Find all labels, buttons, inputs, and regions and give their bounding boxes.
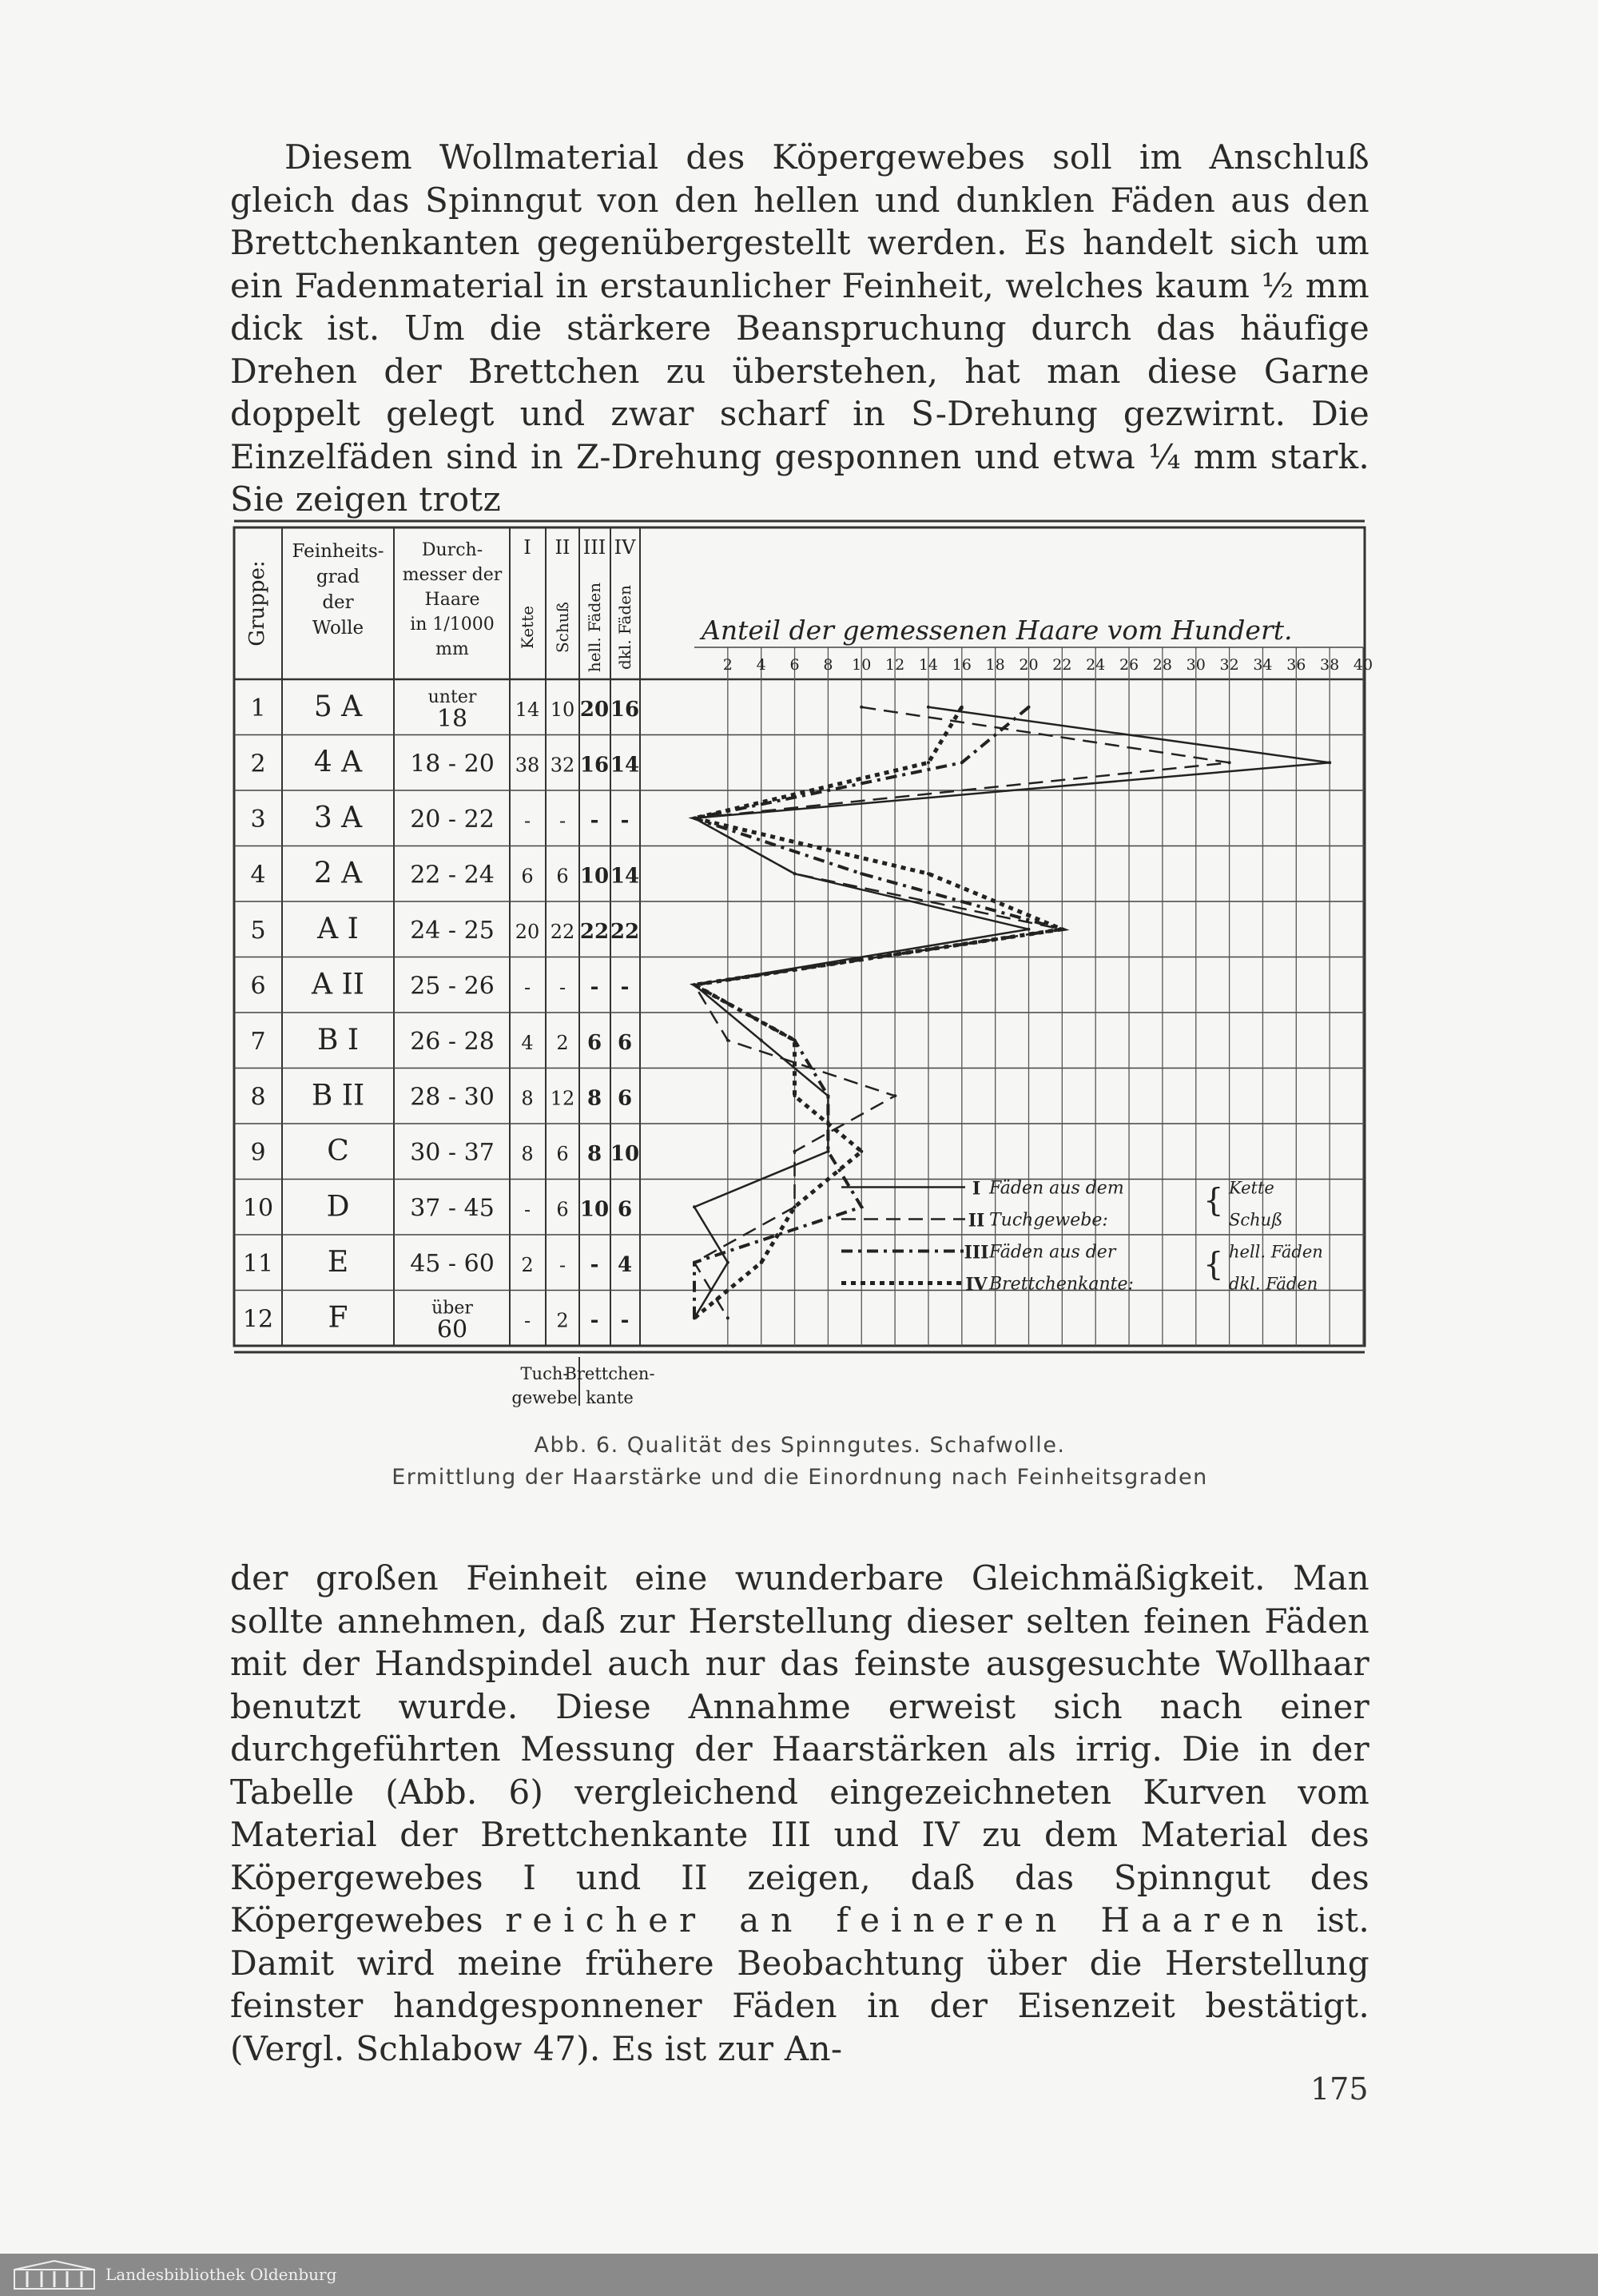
header-feinheit: grad xyxy=(316,567,360,587)
legend-roman: III xyxy=(964,1242,989,1263)
table-cell: 6 xyxy=(617,1030,633,1055)
series-point xyxy=(793,1150,797,1153)
table-cell: 6 xyxy=(586,1030,602,1055)
table-cell: 14 xyxy=(610,864,640,889)
table-cell: - xyxy=(559,976,566,999)
chart-legend xyxy=(841,1179,1323,1295)
legend-text: Tuchgewebe: xyxy=(989,1210,1108,1231)
table-cell: A II xyxy=(312,968,364,1001)
table-cell: E xyxy=(327,1245,349,1279)
table-cell: 8 xyxy=(250,1083,266,1112)
table-cell: - xyxy=(590,1308,599,1333)
x-tick-label: 20 xyxy=(1019,656,1039,674)
table-cell: 14 xyxy=(610,753,640,778)
figure-caption-line1: Abb. 6. Qualität des Spinngutes. Schafwolle. xyxy=(534,1433,1066,1458)
table-cell: 10 xyxy=(550,698,575,721)
paragraph-top-text: Diesem Wollmaterial des Köpergewebes soll im Anschluß gleich das Spinngut von den hellen und dunklen Fäden aus den Brettchenkanten gegenübergestellt werden. Es handelt sich um ein Fadenmaterial in erstaunlicher Feinheit, welches kaum ½ mm dick ist. Um die stärkere Beanspruchung durch das häufige Drehen der Brettchen zu überstehen, hat man diese Garne doppelt gelegt und zwar scharf in S-Drehung gezwirnt. Die Einzelfäden sind in Z-Drehung gesponnen und etwa ¼ mm stark. Sie zeigen trotz xyxy=(230,137,1369,519)
table-cell: 18 - 20 xyxy=(410,750,495,778)
table-cell: - xyxy=(523,809,531,832)
table-cell: 8 xyxy=(521,1142,534,1165)
series-point xyxy=(927,872,930,875)
series-point xyxy=(760,1261,763,1264)
header-roman: IV xyxy=(614,536,636,559)
header-roman: I xyxy=(523,536,531,559)
table-cell: 22 xyxy=(610,919,640,944)
x-tick-label: 18 xyxy=(985,656,1005,674)
x-tick-label: 6 xyxy=(789,656,800,674)
legend-right: dkl. Fäden xyxy=(1229,1274,1318,1294)
table-cell: 6 xyxy=(556,1142,569,1165)
x-tick-label: 16 xyxy=(952,656,972,674)
table-cell: 22 xyxy=(579,919,610,944)
series-point xyxy=(826,1094,829,1097)
table-cell: 6 xyxy=(556,1198,569,1221)
table-cell: - xyxy=(620,808,630,833)
page-number: 175 xyxy=(1310,2071,1369,2107)
table-cell: 18 xyxy=(436,704,468,733)
table-cell: - xyxy=(620,975,630,1000)
table-cell: 38 xyxy=(515,754,540,777)
table-cell: 10 xyxy=(579,864,610,889)
table-cell: 2 xyxy=(250,750,266,778)
legend-roman: II xyxy=(968,1210,985,1232)
table-cell: 6 xyxy=(250,972,266,1001)
header-roman: II xyxy=(555,536,570,559)
series-point xyxy=(893,1094,896,1097)
series-point xyxy=(693,1316,696,1319)
table-cell: 20 xyxy=(579,697,610,722)
table-cell: 7 xyxy=(250,1027,266,1056)
series-point xyxy=(1228,761,1231,764)
table-cell: 6 xyxy=(617,1197,633,1222)
paragraph-bottom-emphasis: reicher an feineren Haaren xyxy=(505,1900,1295,1940)
header-roman: III xyxy=(582,536,606,559)
paragraph-bottom-before: der großen Feinheit eine wunderbare Gleichmäßigkeit. Man sollte annehmen, daß zur Herstellung dieser selten feinen Fäden mit der Handspindel auch nur das feinste ausgesuchte Wollhaar benutzt wurde. Diese Annahme erweist sich nach einer durchgeführten Messung der Haarstärken als irrig. Die in der Tabelle (Abb. 6) vergleichend eingezeichneten Kurven vom Material der Brettchenkante III und IV zu dem Material des Köpergewebes I und II zeigen, daß das Spinngut des Köpergewebes xyxy=(230,1558,1369,1940)
table-cell: C xyxy=(327,1134,349,1168)
header-durchmesser: Haare xyxy=(424,590,480,610)
table-cell: B I xyxy=(316,1023,360,1056)
table-cell: 12 xyxy=(242,1305,274,1334)
series-point xyxy=(726,1039,729,1042)
table-cell: 20 - 22 xyxy=(410,805,495,834)
series-point xyxy=(860,872,863,875)
table-cell: 4 xyxy=(250,861,266,889)
table-cell: 8 xyxy=(521,1087,534,1110)
table-cell: über xyxy=(431,1298,473,1319)
series-point xyxy=(960,761,964,764)
legend-text: Brettchenkante: xyxy=(989,1274,1134,1295)
series-point xyxy=(1060,928,1063,931)
series-point xyxy=(1028,706,1031,709)
series-point xyxy=(1028,928,1031,931)
table-cell: - xyxy=(523,1309,531,1332)
series-point xyxy=(860,706,863,709)
table-cell: 25 - 26 xyxy=(410,972,495,1001)
table-cell: 8 xyxy=(586,1086,602,1111)
table-cell: - xyxy=(620,1308,630,1333)
x-tick-label: 30 xyxy=(1186,656,1206,674)
x-tick-label: 28 xyxy=(1152,656,1172,674)
x-tick-label: 8 xyxy=(823,656,833,674)
table-cell: 2 xyxy=(521,1253,534,1276)
table-cell: 6 xyxy=(521,865,534,888)
table-cell: 11 xyxy=(242,1249,274,1278)
figure-chart xyxy=(230,515,1373,1427)
chart-title: Anteil der gemessenen Haare vom Hundert. xyxy=(702,615,1293,646)
header-sub: Kette xyxy=(518,605,537,650)
header-durchmesser: Durch- xyxy=(421,540,483,560)
table-cell: 28 - 30 xyxy=(410,1083,495,1112)
table-cell: 26 - 28 xyxy=(410,1027,495,1056)
table-cell: - xyxy=(559,1253,566,1276)
header-sub: Schuß xyxy=(553,601,572,654)
table-cell: 4 A xyxy=(313,746,363,779)
table-cell: - xyxy=(590,808,599,833)
x-tick-label: 12 xyxy=(885,656,905,674)
series-point xyxy=(793,1205,797,1208)
series-point xyxy=(960,706,964,709)
header-sub: dkl. Fäden xyxy=(615,585,634,670)
series-point xyxy=(860,1205,863,1208)
header-durchmesser: in 1/1000 xyxy=(410,615,495,635)
series-point xyxy=(726,1261,729,1264)
x-tick-label: 36 xyxy=(1286,656,1306,674)
header-durchmesser: messer der xyxy=(402,565,503,585)
header-gruppe: Gruppe: xyxy=(245,560,269,647)
table-cell: 3 A xyxy=(313,801,363,834)
series-point xyxy=(693,817,696,820)
x-tick-label: 24 xyxy=(1086,656,1106,674)
x-axis-ticks xyxy=(723,656,1373,674)
table-cell: 16 xyxy=(610,697,640,722)
footer-label-brett: Brettchen- xyxy=(564,1364,655,1383)
paragraph-bottom-after: ist. Damit wird meine frühere Beobachtung über die Herstellung feinster handgesponnener Fäden in der Eisenzeit bestätigt. (Vergl. Schlabow 47). Es ist zur An- xyxy=(230,1900,1369,2068)
table-cell: 22 xyxy=(550,920,575,943)
table-cell: 2 xyxy=(556,1031,569,1054)
x-tick-label: 26 xyxy=(1119,656,1139,674)
library-footer xyxy=(0,2254,1598,2296)
paragraph-top xyxy=(230,136,1369,521)
table-cell: 12 xyxy=(550,1087,575,1110)
legend-roman: IV xyxy=(965,1274,988,1295)
table-cell: - xyxy=(559,809,566,832)
x-tick-label: 34 xyxy=(1253,656,1273,674)
paragraph-bottom xyxy=(230,1557,1369,2070)
header-sub: hell. Fäden xyxy=(585,582,604,673)
table-cell: 2 A xyxy=(313,857,363,890)
series-point xyxy=(1328,761,1331,764)
table-cell: 32 xyxy=(550,754,575,777)
legend-text: Fäden aus dem xyxy=(989,1178,1124,1199)
chart-grid xyxy=(234,521,1365,1406)
x-tick-label: 4 xyxy=(756,656,766,674)
table-cell: 10 xyxy=(610,1141,640,1166)
x-tick-label: 14 xyxy=(918,656,939,674)
table-cell: 20 xyxy=(515,920,540,943)
series-point xyxy=(793,1094,797,1097)
table-cell: 1 xyxy=(250,694,266,722)
x-tick-label: 40 xyxy=(1353,656,1373,674)
table-cell: 6 xyxy=(617,1086,633,1111)
table-cell: 14 xyxy=(515,698,540,721)
legend-right: hell. Fäden xyxy=(1229,1242,1323,1262)
header-durchmesser: mm xyxy=(435,639,469,659)
table-cell: 30 - 37 xyxy=(410,1138,495,1167)
table-cell: 5 xyxy=(250,916,266,945)
table-cell: 22 - 24 xyxy=(410,861,495,889)
footer-label-brett: kante xyxy=(586,1388,634,1407)
x-tick-label: 2 xyxy=(722,656,733,674)
table-cell: 2 xyxy=(556,1309,569,1332)
x-tick-label: 22 xyxy=(1052,656,1072,674)
table-cell: - xyxy=(523,976,531,999)
table-cell: 37 - 45 xyxy=(410,1194,495,1223)
table-cell: 24 - 25 xyxy=(410,916,495,945)
paragraph-bottom-text xyxy=(230,1557,1369,2070)
series-point xyxy=(693,1261,696,1264)
series-point xyxy=(927,761,930,764)
header-feinheit: der xyxy=(322,592,354,613)
table-cell: 3 xyxy=(250,805,266,834)
table-cell: unter xyxy=(427,686,477,707)
table-cell: F xyxy=(328,1301,348,1335)
table-cell: 9 xyxy=(250,1138,266,1167)
table-cell: 45 - 60 xyxy=(410,1249,495,1278)
figure-caption-line2: Ermittlung der Haarstärke und die Einordnung nach Feinheitsgraden xyxy=(392,1465,1208,1490)
header-feinheit: Wolle xyxy=(312,618,364,639)
table-cell: D xyxy=(326,1190,350,1224)
table-cell: - xyxy=(590,1252,599,1277)
legend-roman: I xyxy=(972,1178,981,1200)
table-cell: 10 xyxy=(579,1197,610,1222)
table-cell: 16 xyxy=(579,753,610,778)
x-tick-label: 10 xyxy=(852,656,872,674)
series-point xyxy=(726,1316,729,1319)
series-point xyxy=(793,1039,797,1042)
series-point xyxy=(693,983,696,986)
library-building-icon xyxy=(11,2258,97,2292)
table-cell: 5 A xyxy=(313,690,363,723)
legend-brace: { xyxy=(1203,1182,1224,1220)
table-cell: 60 xyxy=(436,1315,468,1344)
series-point xyxy=(693,1205,696,1208)
table-cell: - xyxy=(590,975,599,1000)
library-name: Landesbibliothek Oldenburg xyxy=(105,2265,337,2284)
header-feinheit: Feinheits- xyxy=(292,541,384,562)
legend-text: Fäden aus der xyxy=(989,1242,1116,1263)
series-point xyxy=(860,1150,863,1153)
legend-brace: { xyxy=(1203,1246,1224,1283)
footer-label-tuch: gewebe xyxy=(511,1388,578,1407)
x-tick-label: 38 xyxy=(1320,656,1340,674)
footer-label-tuch: Tuch- xyxy=(520,1364,569,1383)
table-cell: 8 xyxy=(586,1141,602,1166)
series-point xyxy=(927,706,930,709)
x-tick-label: 32 xyxy=(1219,656,1239,674)
legend-right: Schuß xyxy=(1229,1210,1283,1230)
table-cell: 4 xyxy=(617,1252,633,1277)
table-cell: A I xyxy=(317,912,359,945)
series-point xyxy=(826,1150,829,1153)
table-cell: 6 xyxy=(556,865,569,888)
legend-right: Kette xyxy=(1229,1178,1274,1198)
table-cell: 4 xyxy=(521,1031,534,1054)
table-cell: - xyxy=(523,1198,531,1221)
table-cell: 10 xyxy=(242,1194,274,1223)
series-point xyxy=(760,1039,763,1042)
table-cell: B II xyxy=(311,1079,365,1112)
series-point xyxy=(793,872,797,875)
